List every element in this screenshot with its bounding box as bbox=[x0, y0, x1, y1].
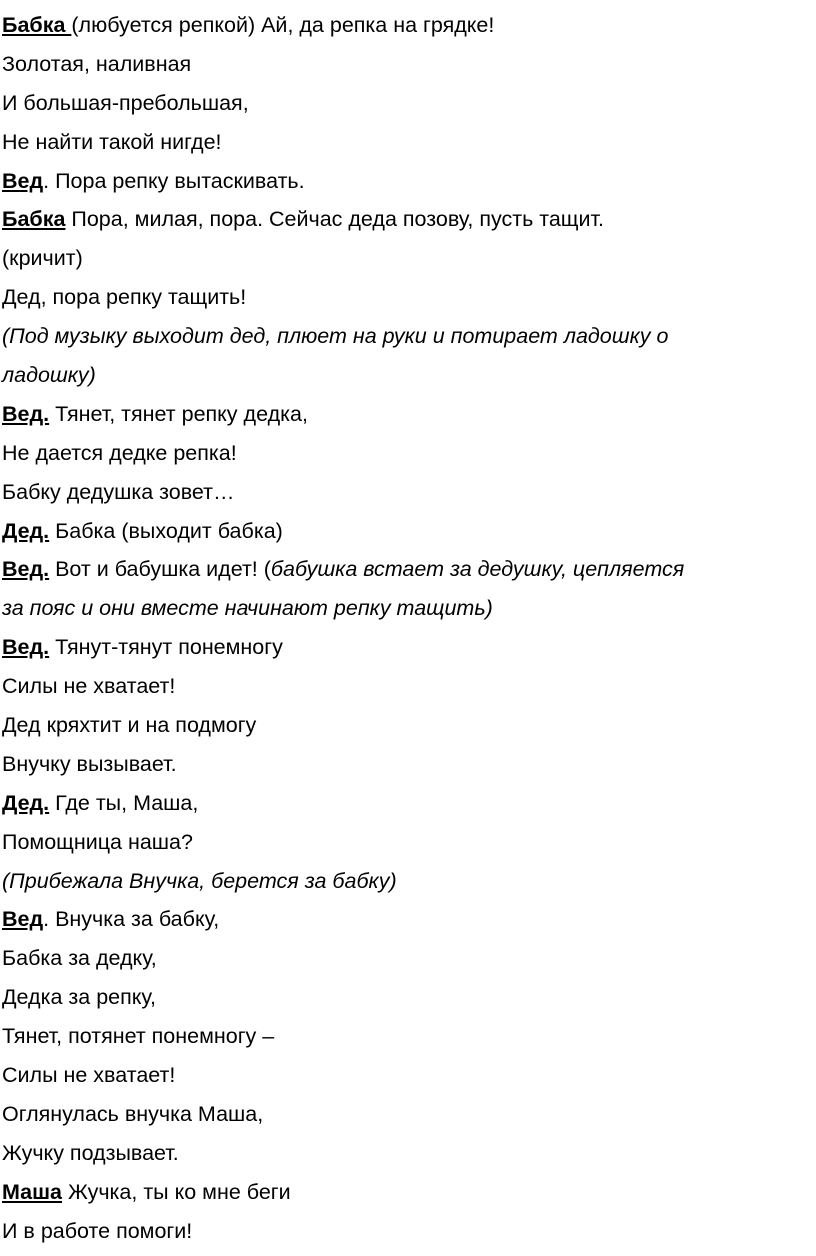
script-line bbox=[2, 784, 816, 823]
speaker-name: Вед. bbox=[2, 401, 50, 426]
line-text: Не найти такой нигде! bbox=[2, 129, 222, 154]
line-text: Бабку дедушка зовет… bbox=[2, 479, 235, 504]
speaker-name: Бабка bbox=[2, 207, 66, 232]
line-text: Внучку вызывает. bbox=[2, 751, 177, 776]
line-text: Дед, пора репку тащить! bbox=[2, 285, 247, 310]
stage-direction-text: за пояс и они вместе начинают репку тащить) bbox=[2, 596, 493, 621]
script-line bbox=[2, 1017, 816, 1056]
speaker-name: Бабка bbox=[2, 13, 72, 37]
speaker-name: Вед bbox=[2, 907, 44, 932]
script-line bbox=[2, 900, 816, 939]
script-line bbox=[2, 123, 816, 162]
speaker-name: Дед. bbox=[2, 518, 50, 543]
line-text: (кричит) bbox=[2, 246, 83, 271]
line-text: Тянут-тянут понемногу bbox=[49, 635, 283, 660]
script-line bbox=[2, 667, 816, 706]
speaker-name: Вед. bbox=[2, 557, 50, 582]
line-text: Бабка за дедку, bbox=[2, 946, 157, 971]
script-line bbox=[2, 706, 816, 745]
speaker-name: Маша bbox=[2, 1179, 63, 1204]
script-line bbox=[2, 84, 816, 123]
script-line bbox=[2, 550, 816, 589]
script-line bbox=[2, 162, 816, 201]
script-line bbox=[2, 45, 816, 84]
line-text: Силы не хватает! bbox=[2, 1063, 176, 1088]
script-line bbox=[2, 1056, 816, 1095]
script-line bbox=[2, 1095, 816, 1134]
line-text: Жучка, ты ко мне беги bbox=[62, 1179, 291, 1204]
line-text: Золотая, наливная bbox=[2, 51, 192, 76]
speaker-name: Вед bbox=[2, 168, 44, 193]
script-line bbox=[2, 473, 816, 512]
script-line bbox=[2, 512, 816, 551]
line-text: Вот и бабушка идет! ( bbox=[49, 557, 271, 582]
line-text: Тянет, тянет репку дедка, bbox=[49, 401, 308, 426]
stage-direction bbox=[2, 862, 816, 901]
stage-direction-text: (Прибежала Внучка, берется за бабку) bbox=[2, 868, 397, 893]
stage-direction bbox=[2, 356, 816, 395]
script-line bbox=[2, 939, 816, 978]
line-text: Помощница наша? bbox=[2, 829, 193, 854]
stage-direction bbox=[2, 317, 816, 356]
line-text: Дед кряхтит и на подмогу bbox=[2, 713, 257, 738]
script-line bbox=[2, 978, 816, 1017]
script-line bbox=[2, 1212, 816, 1251]
stage-direction-text: бабушка встает за дедушку, цепляется bbox=[270, 557, 685, 582]
script-line bbox=[2, 823, 816, 862]
line-text: Дедка за репку, bbox=[2, 985, 156, 1010]
script-line bbox=[2, 200, 816, 239]
speaker-name: Дед. bbox=[2, 790, 50, 815]
script-line bbox=[2, 1173, 816, 1212]
line-text: Где ты, Маша, bbox=[49, 790, 199, 815]
stage-direction-text: (Под музыку выходит дед, плюет на руки и потирает ладошку о bbox=[2, 324, 669, 349]
line-text: Бабка (выходит бабка) bbox=[49, 518, 283, 543]
line-text: Силы не хватает! bbox=[2, 674, 176, 699]
line-text: Не дается дедке репка! bbox=[2, 440, 237, 465]
script-line bbox=[2, 278, 816, 317]
script-line bbox=[2, 628, 816, 667]
script-line bbox=[2, 395, 816, 434]
line-text: И в работе помоги! bbox=[2, 1218, 193, 1243]
line-text: Тянет, потянет понемногу – bbox=[2, 1024, 275, 1049]
line-text: И большая-пребольшая, bbox=[2, 90, 249, 115]
stage-direction-text: ладошку) bbox=[2, 363, 96, 388]
script-line bbox=[2, 239, 816, 278]
line-text: . Внучка за бабку, bbox=[43, 907, 220, 932]
line-text: . Пора репку вытаскивать. bbox=[43, 168, 305, 193]
script-line bbox=[2, 1134, 816, 1173]
script-line bbox=[2, 6, 816, 45]
line-text: Жучку подзывает. bbox=[2, 1140, 179, 1165]
line-text: Оглянулась внучка Маша, bbox=[2, 1101, 264, 1126]
line-text: Пора, милая, пора. Сейчас деда позову, пусть тащит. bbox=[65, 207, 604, 232]
speaker-name: Вед. bbox=[2, 635, 50, 660]
script-line bbox=[2, 434, 816, 473]
stage-direction bbox=[2, 589, 816, 628]
line-text: (любуется репкой) Ай, да репка на грядке! bbox=[71, 13, 495, 37]
script-line bbox=[2, 745, 816, 784]
